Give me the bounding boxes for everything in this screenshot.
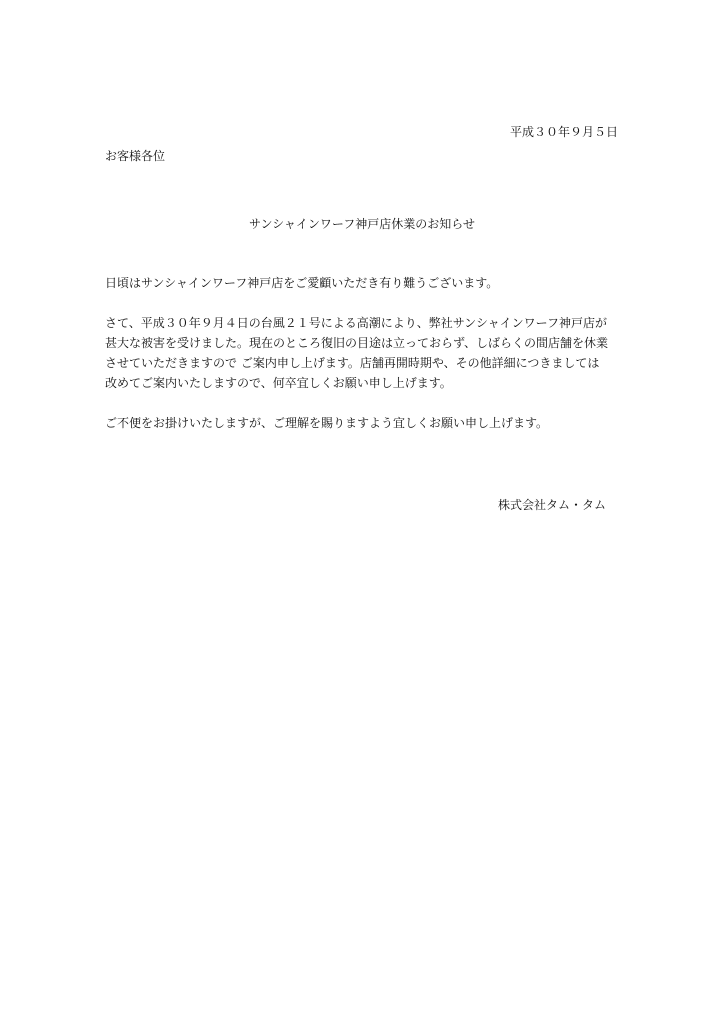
paragraph-gap [105, 393, 625, 413]
addressee: お客様各位 [105, 149, 166, 163]
notice-line-2: 甚大な被害を受けました。現在のところ復旧の目途は立っておらず、しばらくの間店舗を休業 [105, 336, 609, 350]
document-date: 平成３０年９月５日 [509, 125, 618, 139]
document-body [105, 273, 625, 433]
sender-name: 株式会社タム・タム [497, 498, 606, 512]
document-title: サンシャインワーフ神戸店休業のお知らせ [249, 217, 475, 231]
greeting-paragraph: 日頃はサンシャインワーフ神戸店をご愛顧いただき有り難うございます。 [105, 276, 499, 290]
notice-line-3: させていただきますので ご案内申し上げます。店舗再開時期や、その他詳細につきましては [105, 356, 600, 370]
notice-line-1: さて、平成３０年９月４日の台風２１号による高潮により、弊社サンシャインワーフ神戸店が [105, 316, 608, 330]
notice-line-4: 改めてご案内いたしますので、何卒宜しくお願い申し上げます。 [105, 376, 452, 390]
paragraph-gap [105, 293, 625, 313]
apology-paragraph: ご不便をお掛けいたしますが、ご理解を賜りますよう宜しくお願い申し上げます。 [105, 416, 549, 430]
